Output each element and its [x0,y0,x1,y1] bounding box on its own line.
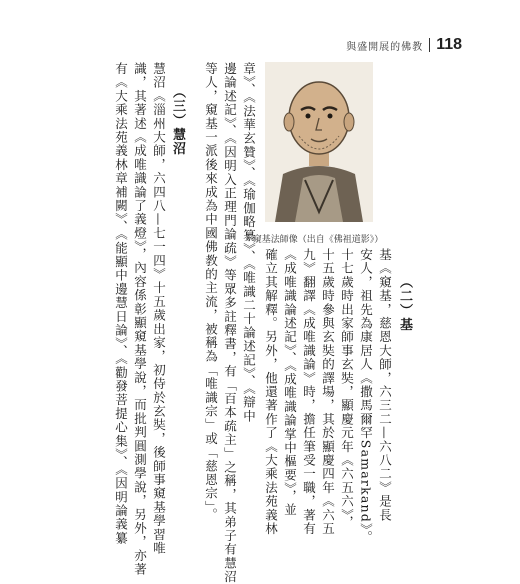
section-heading: （二）基 [397,275,412,332]
text-column: 慧沼《淄州大師，六四八—七一四》十五歲出家，初侍於玄奘，後師事窺基學習唯 [151,62,167,556]
header-divider [429,38,430,52]
text-column: 有《大乘法苑義林章補闕》、《能顯中邊慧日論》、《勸發菩提心集》、《因明論義纂 [113,62,129,546]
page-header [346,36,462,54]
section-heading: （三）慧沼 [170,85,185,156]
text-column: 安人，祖先為康居人《撒馬爾罕Samarkand》。 [358,248,374,545]
portrait-caption: 窺基法師像（出自《佛祖道影》） [252,235,384,245]
text-column: 《成唯識論述記》、《成唯識論掌中樞要》，並 [282,248,298,517]
monk-portrait-icon [265,62,373,222]
text-column: 九》翻譯《成唯識論》時，擔任筆受一職，著有 [301,248,317,536]
text-column: 章》、《法華玄贊》、《瑜伽略纂》、《唯識二十論述記》、《辯中 [241,62,257,423]
text-column: 基《窺基，慈恩大師，六三二—六八二》是長 [377,248,393,522]
page-number: 118 [436,36,462,53]
text-column: 十五歲時參與玄奘的譯場，其於顯慶四年《六五 [320,248,336,536]
text-column: 確立其解釋。另外，他還著作了《大乘法苑義林 [263,248,279,536]
text-column: 等人，窺基一派後來成為中國佛教的主流，被稱為「唯識宗」或「慈恩宗」。 [203,62,219,522]
text-column: 識，其著述《成唯識論了義燈》，內容係彰顯窺基學說，而批判圓測學說，另外，亦著 [132,62,148,577]
text-column: 邊論述記》、《因明入正理門論疏》等眾多註釋書，有「百本疏主」之稱，其弟子有慧沼 [222,62,238,584]
text-column: 十七歲時出家師事玄奘，顯慶元年《六五六》， [339,248,355,530]
running-title: 與盛開展的佛教 [346,41,424,53]
portrait-illustration [265,62,373,222]
